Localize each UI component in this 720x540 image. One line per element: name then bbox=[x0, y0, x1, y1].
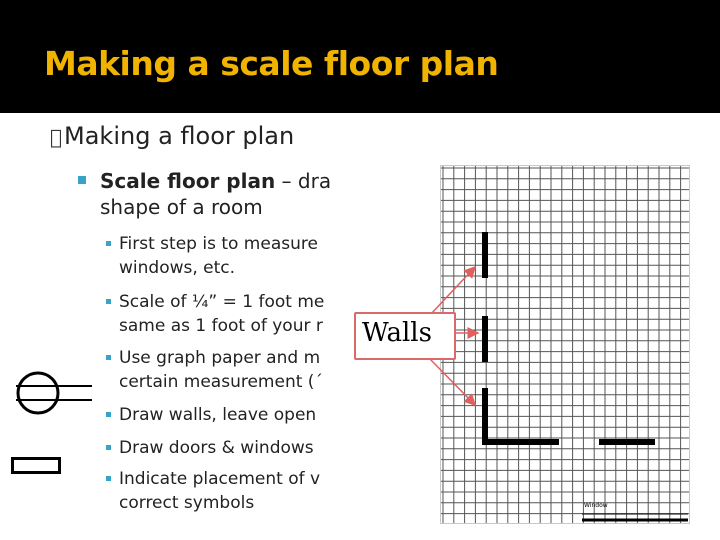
step-item bbox=[106, 346, 356, 394]
step-line: Use graph paper and m bbox=[119, 348, 321, 368]
bullet-icon bbox=[106, 412, 111, 417]
scale-floor-plan-term: Scale floor plan bbox=[100, 169, 276, 193]
step-line: Indicate placement of v bbox=[119, 469, 321, 489]
definition-fragment: – dra bbox=[275, 169, 332, 193]
step-line: certain measurement (´ bbox=[119, 372, 323, 392]
window-legend-symbol bbox=[580, 500, 692, 530]
step-item bbox=[106, 290, 356, 338]
walls-callout bbox=[354, 312, 456, 360]
title-bar bbox=[0, 0, 720, 113]
window-legend-label: Window bbox=[584, 502, 608, 509]
bullet-icon bbox=[106, 476, 111, 481]
step-line: Draw walls, leave open bbox=[119, 405, 317, 425]
slide-title: Making a scale floor plan bbox=[44, 44, 499, 83]
bullet-icon bbox=[106, 445, 111, 450]
step-line: same as 1 foot of your r bbox=[119, 316, 323, 336]
square-bullet-icon bbox=[78, 176, 86, 184]
window-symbol-icon bbox=[11, 457, 61, 474]
walls-callout-label: Walls bbox=[362, 318, 432, 348]
bullet-level2 bbox=[78, 168, 368, 220]
arrow-bottom bbox=[430, 359, 475, 405]
bullet-glyph bbox=[50, 125, 62, 149]
step-line: windows, etc. bbox=[119, 258, 236, 278]
step-line: Draw doors & windows bbox=[119, 438, 314, 458]
step-item bbox=[106, 232, 356, 280]
bullet-level1 bbox=[50, 122, 294, 150]
definition-line2: shape of a room bbox=[100, 195, 263, 219]
step-line: Scale of ¼” = 1 foot me bbox=[119, 292, 325, 312]
window-legend bbox=[580, 500, 692, 530]
step-item bbox=[106, 403, 356, 427]
bullet-icon bbox=[106, 299, 111, 304]
arrow-top bbox=[430, 267, 475, 315]
bullet-level1-text: Making a floor plan bbox=[52, 122, 283, 150]
bullet-icon bbox=[106, 241, 111, 246]
step-line: First step is to measure bbox=[119, 234, 318, 254]
step-item bbox=[106, 467, 356, 515]
step-line: correct symbols bbox=[119, 493, 255, 513]
step-item bbox=[106, 436, 356, 460]
door-symbol-icon bbox=[12, 368, 92, 418]
bullet-icon bbox=[106, 355, 111, 360]
